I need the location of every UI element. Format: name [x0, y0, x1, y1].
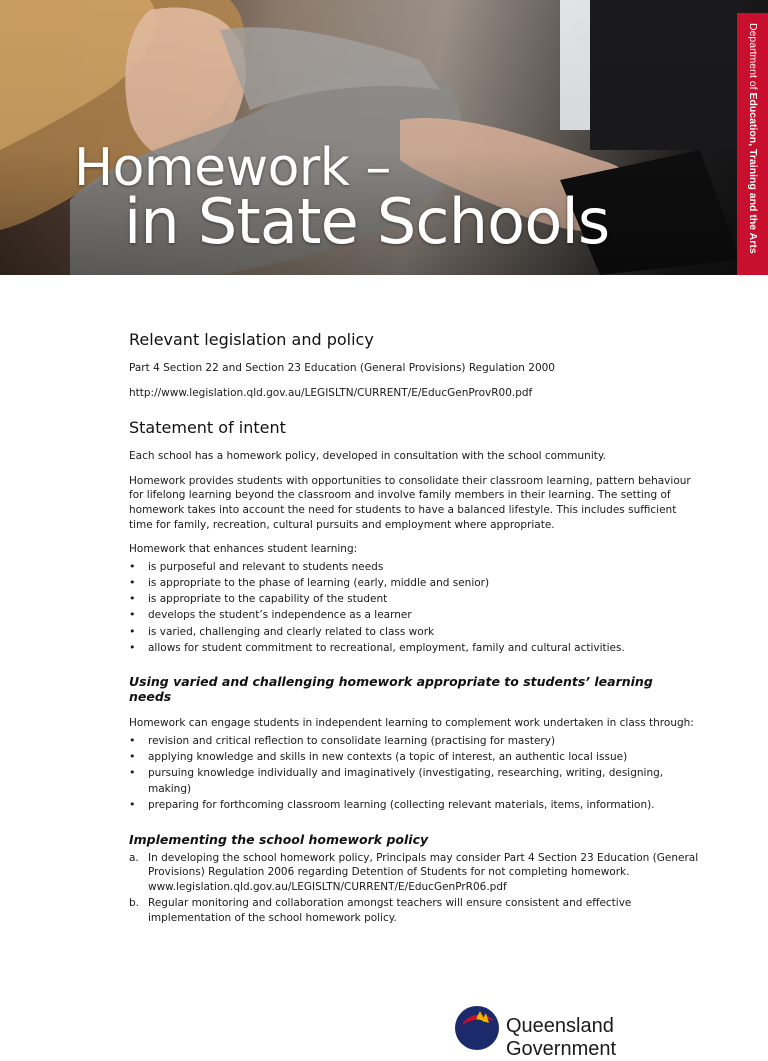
logo-wordmark: Queensland Government [506, 1015, 617, 1060]
implementing-list [129, 851, 699, 926]
intent-bullet-list [129, 559, 699, 656]
header-photo-banner [0, 0, 768, 275]
list-item: • pursuing knowledge individually and imaginatively (investigating, researching, writing, designing, making) [129, 765, 699, 797]
list-item: • is purposeful and relevant to students needs [129, 559, 699, 575]
item-text: Regular monitoring and collaboration amongst teachers will ensure consistent and effective implementation of the school homework policy. [148, 897, 632, 924]
section-varied [129, 674, 699, 814]
queensland-government-logo [452, 1003, 632, 1060]
department-strip [737, 13, 768, 275]
list-item: • preparing for forthcoming classroom learning (collecting relevant materials, items, information). [129, 797, 699, 813]
department-name-prefix: Department of [747, 23, 759, 93]
item-url[interactable]: www.legislation.qld.gov.au/LEGISLTN/CURRENT/E/EducGenPrR06.pdf [148, 880, 507, 893]
varied-heading: Using varied and challenging homework appropriate to students’ learning needs [129, 673, 653, 704]
item-marker: a. [129, 851, 139, 864]
section-intent [129, 418, 699, 656]
department-name [747, 23, 759, 254]
varied-intro: Homework can engage students in independent learning to complement work undertaken in class through: [129, 716, 694, 729]
list-item: • is varied, challenging and clearly related to class work [129, 624, 699, 640]
crest-icon [452, 1003, 502, 1045]
document-title [74, 138, 610, 259]
list-item [129, 851, 699, 895]
list-item [129, 896, 699, 925]
list-item: • revision and critical reflection to consolidate learning (practising for mastery) [129, 733, 699, 749]
item-text: In developing the school homework policy, Principals may consider Part 4 Section 23 Education (General Provisions) Regulation 2006 regarding Detention of Students for not completing homework. [148, 851, 699, 879]
intent-para-1: Each school has a homework policy, developed in consultation with the school community. [129, 450, 606, 463]
list-item: • is appropriate to the capability of the student [129, 591, 699, 607]
list-item: • allows for student commitment to recreational, employment, family and cultural activities. [129, 640, 699, 656]
title-line-2: in State Schools [124, 185, 610, 259]
legislation-heading: Relevant legislation and policy [129, 330, 374, 349]
list-item: • applying knowledge and skills in new contexts (a topic of interest, an authentic local issue) [129, 749, 699, 765]
title-line-1: Homework – [74, 138, 391, 198]
legislation-reference: Part 4 Section 22 and Section 23 Education (General Provisions) Regulation 2000 [129, 362, 555, 374]
document-body [129, 330, 699, 928]
list-item: • develops the student’s independence as a learner [129, 607, 699, 623]
intent-heading: Statement of intent [129, 418, 286, 438]
section-legislation [129, 330, 699, 400]
intent-list-intro: Homework that enhances student learning: [129, 543, 358, 556]
list-item: • is appropriate to the phase of learning (early, middle and senior) [129, 575, 699, 591]
legislation-url[interactable]: http://www.legislation.qld.gov.au/LEGISLTN/CURRENT/E/EducGenProvR00.pdf [129, 386, 533, 399]
implementing-heading: Implementing the school homework policy [129, 831, 429, 847]
department-name-main: Education, Training and the Arts [747, 92, 759, 254]
intent-para-2: Homework provides students with opportunities to consolidate their classroom learning, pattern behaviour for lifelong learning beyond the classroom and involve family members in their learning. The setting of homework takes into account the need for students to have a balanced lifestyle. This includes sufficient time for family, recreation, cultural pursuits and employment where appropriate. [129, 474, 691, 531]
varied-bullet-list [129, 733, 699, 814]
item-marker: b. [129, 897, 140, 910]
section-implementing [129, 832, 699, 926]
